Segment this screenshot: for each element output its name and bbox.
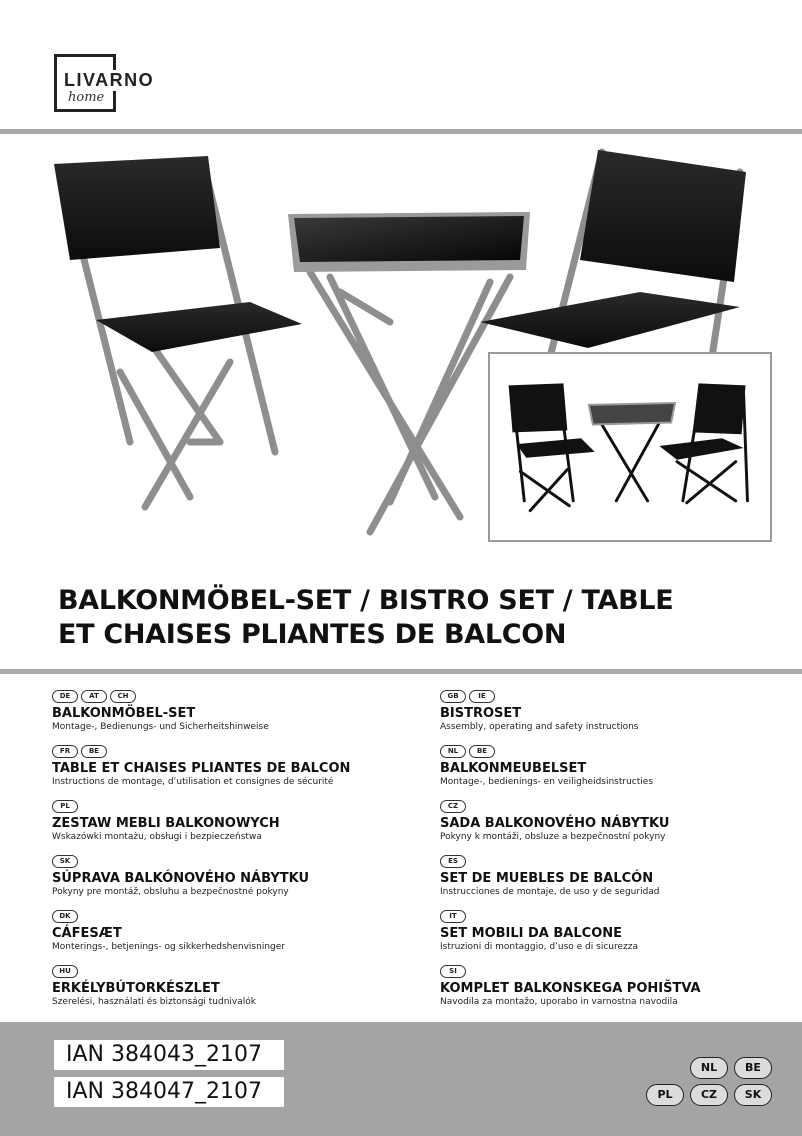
language-entry-fr [52,745,412,800]
entry-title: SÚPRAVA BALKÓNOVÉHO NÁBYTKU [52,871,309,886]
main-title-line-2: ET CHAISES PLIANTES DE BALCON [58,619,567,650]
country-badge: FR [52,745,78,758]
main-title [58,584,673,652]
language-entry-es [440,855,800,910]
entry-title: SET MOBILI DA BALCONE [440,926,622,941]
entry-title: SADA BALKONOVÉHO NÁBYTKU [440,816,670,831]
middle-divider [0,669,802,674]
language-entry-de [52,690,412,745]
entry-title: KOMPLET BALKONSKEGA POHIŠTVA [440,981,701,996]
country-code-be: BE [734,1057,772,1079]
table-frame [310,272,510,532]
country-badge: IE [469,690,495,703]
country-badge: SI [440,965,466,978]
country-badge: NL [440,745,466,758]
entry-title: ERKÉLYBÚTORKÉSZLET [52,981,220,996]
brand-sub: home [68,90,105,105]
entry-subtitle: Monterings-, betjenings- og sikkerhedshenvisninger [52,942,285,952]
country-code-sk: SK [734,1084,772,1106]
country-badge: IT [440,910,466,923]
country-badge: HU [52,965,78,978]
country-badge: CH [110,690,136,703]
entry-title: SET DE MUEBLES DE BALCÓN [440,871,654,886]
country-code-pl: PL [646,1084,684,1106]
country-code-cz: CZ [690,1084,728,1106]
country-badge: PL [52,800,78,813]
language-entry-gb [440,690,800,745]
left-chair-back [54,156,220,260]
table-top [294,216,524,262]
entry-title: TABLE ET CHAISES PLIANTES DE BALCON [52,761,351,776]
language-entry-it [440,910,800,965]
language-entry-sk [52,855,412,910]
country-badge: BE [81,745,107,758]
entry-subtitle: Wskazówki montażu, obsługi i bezpieczeństwa [52,832,262,842]
right-chair-seat [480,292,740,348]
country-badge: BE [469,745,495,758]
country-badge: SK [52,855,78,868]
entry-title: BALKONMEUBELSET [440,761,587,776]
top-divider [0,129,802,134]
main-title-line-1: BALKONMÖBEL-SET / BISTRO SET / TABLE [58,585,674,616]
language-entry-nl [440,745,800,800]
language-entry-pl [52,800,412,855]
entry-title: BISTROSET [440,706,522,721]
language-entry-dk [52,910,412,965]
entry-subtitle: Szerelési, használati és biztonsági tudnivalók [52,997,256,1007]
language-list-right [440,690,800,1020]
entry-subtitle: Istruzioni di montaggio, d’uso e di sicurezza [440,942,638,952]
right-chair-back [580,150,746,282]
country-badge: CZ [440,800,466,813]
entry-subtitle: Montage-, bedienings- en veiligheidsinstructies [440,777,654,787]
entry-subtitle: Instructions de montage, d’utilisation et consignes de sécurité [52,777,334,787]
language-entry-hu [52,965,412,1020]
entry-subtitle: Montage-, Bedienungs- und Sicherheitshinweise [52,722,269,732]
entry-subtitle: Pokyny pre montáž, obsluhu a bezpečnostné pokyny [52,887,289,897]
language-entry-cz [440,800,800,855]
language-entry-si [440,965,800,1020]
entry-title: BALKONMÖBEL-SET [52,706,196,721]
country-code-nl: NL [690,1057,728,1079]
ian-number-1: IAN 384043_2107 [54,1040,284,1070]
entry-subtitle: Pokyny k montáži, obsluze a bezpečnostní pokyny [440,832,666,842]
country-badge: ES [440,855,466,868]
country-badge: GB [440,690,466,703]
country-badge: DE [52,690,78,703]
brand-name: LIVARNO [64,70,158,91]
entry-subtitle: Assembly, operating and safety instructions [440,722,639,732]
left-chair-seat [96,302,302,352]
country-badge: AT [81,690,107,703]
ian-number-2: IAN 384047_2107 [54,1077,284,1107]
entry-subtitle: Navodila za montažo, uporabo in varnostna navodila [440,997,678,1007]
entry-title: CÁFESÆT [52,926,122,941]
language-list-left [52,690,412,1020]
entry-title: ZESTAW MEBLI BALKONOWYCH [52,816,280,831]
entry-subtitle: Instrucciones de montaje, de uso y de seguridad [440,887,660,897]
country-badge: DK [52,910,78,923]
inset-photo [488,352,772,542]
